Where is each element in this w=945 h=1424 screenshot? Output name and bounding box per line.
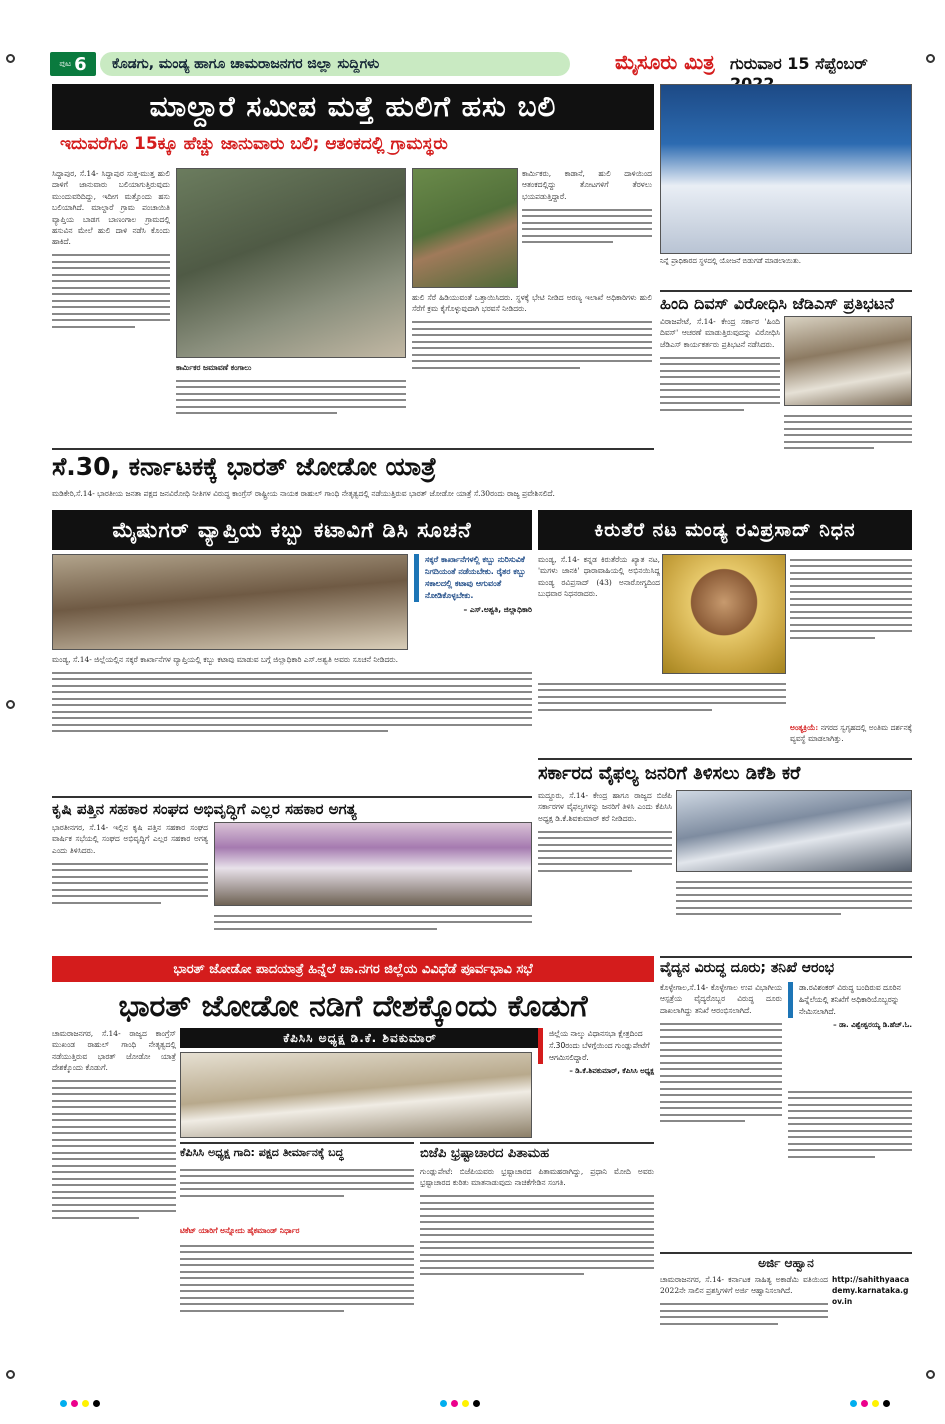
- invite-website[interactable]: http://sahithyaacademy.karnataka.gov.in: [832, 1275, 910, 1306]
- dead-cow-photo: [412, 168, 518, 288]
- jodo2-lead: [52, 1028, 176, 1368]
- mysugar-lead-text: ಮಂಡ್ಯ, ಸೆ.14- ಜಿಲ್ಲೆಯಲ್ಲಿನ ಸಕ್ಕರೆ ಕಾರ್ಖಾನೆಗಳ ವ್ಯಾಪ್ತಿಯಲ್ಲಿ ಕಬ್ಬು ಕಟಾವು ಮಾಡುವ ಬಗ್ಗೆ ಜಿಲ್ಲಾಧಿಕಾರಿ ಎಸ್.ಅಶ್ವತಿ ಅವರು ಸೂಚನೆ ನೀಡಿದರು.: [52, 655, 399, 664]
- invite-lead: [660, 1274, 828, 1368]
- story1-col3-text: ಕಾರ್ಮಿಕರು, ಕಾಡಾನೆ, ಹುಲಿ ದಾಳಿಯಿಂದ ಆತಂಕದಲ್ಲಿದ್ದು ತೋಟಗಳಿಗೆ ತೆರಳಲು ಭಯಪಡುತ್ತಿದ್ದಾರೆ.: [522, 169, 652, 201]
- actor-tribute-label: ಅಂತ್ಯಕ್ರಿಯೆ:: [790, 723, 819, 732]
- doctor-lead: [660, 982, 782, 1248]
- hindi-lead: [660, 316, 780, 480]
- invite-lead-text: ಚಾಮರಾಜನಗರ, ಸೆ.14- ಕರ್ನಾಟಕ ಸಾಹಿತ್ಯ ಅಕಾಡೆಮಿ ವತಿಯಿಂದ 2022ನೇ ಸಾಲಿನ ಪ್ರಶಸ್ತಿಗಳಿಗೆ ಅರ್ಜಿ ಆಹ್ವಾನಿಸಲಾಗಿದೆ.: [660, 1275, 828, 1296]
- book-launch-caption: ನಿನ್ನೆ ಪ್ರಾಧಿಕಾರದ ಸ್ಥಳದಲ್ಲಿ ಯೋಜನೆ ಬಿಡುಗಡೆ ಮಾಡಲಾಯಿತು.: [660, 257, 801, 265]
- actor-body: [538, 678, 786, 750]
- dks1-headline: ಸರ್ಕಾರದ ವೈಫಲ್ಯ ಜನರಿಗೆ ತಿಳಿಸಲು ಡಿಕೆಶಿ ಕರೆ: [538, 758, 912, 786]
- coop-lead-text: ಭಾರತೀನಗರ, ಸೆ.14- ಇಲ್ಲಿನ ಕೃಷಿ ಪತ್ತಿನ ಸಹಕಾರ ಸಂಘದ ವಾರ್ಷಿಕ ಸಭೆಯಲ್ಲಿ ಸಂಘದ ಅಭಿವೃದ್ಧಿಗೆ ಎಲ್ಲರ ಸಹಕಾರ ಅಗತ್ಯ ಎಂದು ತಿಳಿಸಿದರು.: [52, 823, 208, 855]
- jodo2-lead-text: ಚಾಮರಾಜನಗರ, ಸೆ.14- ರಾಜ್ಯದ ಕಾಂಗ್ರೆಸ್ ಮುಖಂಡ ರಾಹುಲ್ ಗಾಂಧಿ ನೇತೃತ್ವದಲ್ಲಿ ನಡೆಯುತ್ತಿರುವ ಭಾರತ್ ಜೋಡೋ ಯಾತ್ರೆ ದೇಶಕ್ಕೊಂದು ಕೊಡುಗೆ.: [52, 1029, 176, 1073]
- page-header: [50, 50, 912, 78]
- registration-mark: [6, 700, 15, 709]
- registration-mark: [6, 54, 15, 63]
- dks1-lead-text: ಮದ್ದೂರು, ಸೆ.14- ಕೇಂದ್ರ ಹಾಗೂ ರಾಜ್ಯದ ಬಿಜೆಪಿ ಸರ್ಕಾರಗಳ ವೈಫಲ್ಯಗಳನ್ನು ಜನರಿಗೆ ತಿಳಿಸಿ ಎಂದು ಕೆಪಿಸಿಸಿ ಅಧ್ಯಕ್ಷ ಡಿ.ಕೆ.ಶಿವಕುಮಾರ್ ಕರೆ ನೀಡಿದರು.: [538, 791, 672, 823]
- page-number: 6: [74, 53, 87, 75]
- jodo1-headline: [52, 448, 654, 484]
- jodo1-lead: ಮಡಿಕೇರಿ,ಸೆ.14- ಭಾರತೀಯ ಜನತಾ ಪಕ್ಷದ ಜನವಿರೋಧಿ ನೀತಿಗಳ ವಿರುದ್ಧ ಕಾಂಗ್ರೆಸ್ ರಾಷ್ಟ್ರೀಯ ನಾಯಕ ರಾಹುಲ್ ಗಾಂಧಿ ನೇತೃತ್ವದಲ್ಲಿ ನಡೆಯುತ್ತಿರುವ ಭಾರತ್ ಜೋಡೋ ಯಾತ್ರೆ ಸೆ.30ರಂದು ರಾಜ್ಯ ಪ್ರವೇಶಿಸಲಿದೆ.: [52, 489, 555, 498]
- jodo2-box1-red: ಟಿಕೆಟ್ ಯಾರಿಗೆ ಅನ್ನೋದು ಹೈಕಮಾಂಡ್ ನಿರ್ಧಾರ: [180, 1226, 300, 1235]
- mysugar-quote-by: – ಎಸ್.ಅಶ್ವತಿ, ಜಿಲ್ಲಾಧಿಕಾರಿ: [463, 605, 532, 614]
- actor-portrait: [662, 554, 786, 674]
- hindi-headline: ಹಿಂದಿ ದಿವಸ್ ವಿರೋಧಿಸಿ ಜೆಡಿಎಸ್ ಪ್ರತಿಭಟನೆ: [660, 290, 912, 312]
- jodo2-box2-title: ಬಿಜೆಪಿ ಭ್ರಷ್ಟಾಚಾರದ ಪಿತಾಮಹ: [420, 1142, 654, 1162]
- story1-lead: [52, 168, 170, 446]
- doctor-quote: [788, 982, 912, 1082]
- color-registration-dots: [60, 1392, 104, 1411]
- jodo2-quote: [538, 1028, 654, 1138]
- page-number-badge: [50, 52, 96, 76]
- tiger-protest-photo: [176, 168, 406, 358]
- masthead-brand: ಮೈಸೂರು ಮಿತ್ರ: [615, 50, 715, 74]
- jodo2-quote-by: – ಡಿ.ಕೆ.ಶಿವಕುಮಾರ್, ಕೆಪಿಸಿಸಿ ಅಧ್ಯಕ್ಷ: [569, 1067, 654, 1075]
- registration-mark: [6, 1370, 15, 1379]
- jodo2-subbar: ಕೆಪಿಸಿಸಿ ಅಧ್ಯಕ್ಷ ಡಿ.ಕೆ. ಶಿವಕುಮಾರ್: [180, 1028, 540, 1048]
- dks1-photo: [676, 790, 912, 872]
- doctor-col2: [788, 1086, 912, 1248]
- story1-headline: ಮಾಲ್ದಾರೆ ಸಮೀಪ ಮತ್ತೆ ಹುಲಿಗೆ ಹಸು ಬಲಿ: [52, 84, 654, 130]
- doctor-quote-by: – ಡಾ. ವಿಶ್ವೇಶ್ವರಯ್ಯ ಡಿ.ಹೆಚ್.ಓ.: [833, 1021, 912, 1029]
- jodo2-box1-body1: [180, 1164, 414, 1224]
- book-launch-photo: [660, 84, 912, 254]
- jodo2-box1-title: ಕೆಪಿಸಿಸಿ ಅಧ್ಯಕ್ಷ ಗಾದಿ: ಪಕ್ಷದ ತೀರ್ಮಾನಕ್ಕೆ ಬದ್ಧ: [180, 1142, 414, 1160]
- invite-headline: ಅರ್ಜಿ ಆಹ್ವಾನ: [660, 1252, 912, 1270]
- jodo2-headline: ಭಾರತ್ ಜೋಡೋ ನಡಿಗೆ ದೇಶಕ್ಕೊಂದು ಕೊಡುಗೆ: [118, 988, 588, 1024]
- coop-meeting-photo: [214, 822, 532, 906]
- jodo2-box1-body2: [180, 1240, 414, 1368]
- section-title: ಕೊಡಗು, ಮಂಡ್ಯ ಹಾಗೂ ಚಾಮರಾಜನಗರ ಜಿಲ್ಲಾ ಸುದ್ದಿಗಳು: [100, 52, 570, 76]
- story1-col2-text: ಹುಲಿ ಸೆರೆ ಹಿಡಿಯುವಂತೆ ಒತ್ತಾಯಿಸಿದರು. ಸ್ಥಳಕ್ಕೆ ಭೇಟಿ ನೀಡಿದ ಅರಣ್ಯ ಇಲಾಖೆ ಅಧಿಕಾರಿಗಳು ಹುಲಿ ಸೆರೆಗೆ ಕ್ರಮ ಕೈಗೊಳ್ಳುವುದಾಗಿ ಭರವಸೆ ನೀಡಿದರು.: [412, 293, 652, 314]
- jodo2-quote-text: ಜಿಲ್ಲೆಯ ನಾಲ್ಕು ವಿಧಾನಸಭಾ ಕ್ಷೇತ್ರದಿಂದ ಸೆ.30ರಂದು ಬೆಳಗ್ಗೆಯಿಂದ ಗುಂಡ್ಲುಪೇಟೆಗೆ ಆಗಮಿಸಲಿದ್ದಾರೆ.: [538, 1028, 654, 1064]
- actor-col3: [790, 554, 912, 750]
- actor-lead: ಮಂಡ್ಯ, ಸೆ.14- ಕನ್ನಡ ಕಿರುತೆರೆಯ ಖ್ಯಾತ ನಟ, 'ಮಗಳು ಜಾನಕಿ' ಧಾರಾವಾಹಿಯಲ್ಲಿ ಅಭಿನಯಿಸಿದ್ದ ಮಂಡ್ಯ ರವಿಪ್ರಸಾದ್ (43) ಅನಾರೋಗ್ಯದಿಂದ ಬುಧವಾರ ನಿಧನರಾದರು.: [538, 555, 660, 599]
- hindi-lead-text: ವಿರಾಜಪೇಟೆ, ಸೆ.14- ಕೇಂದ್ರ ಸರ್ಕಾರ 'ಹಿಂದಿ ದಿವಸ್' ಆಚರಣೆ ಮಾಡುತ್ತಿರುವುದನ್ನು ವಿರೋಧಿಸಿ ಜೆಡಿಎಸ್ ಕಾರ್ಯಕರ್ತರು ಪ್ರತಿಭಟನೆ ನಡೆಸಿದರು.: [660, 317, 780, 349]
- dc-meeting-photo: [52, 554, 408, 650]
- jodo2-photo: [180, 1052, 532, 1138]
- mysugar-body: [52, 654, 532, 792]
- story1-col2: [176, 362, 406, 446]
- jds-protest-photo: [784, 316, 912, 406]
- coop-headline: ಕೃಷಿ ಪತ್ತಿನ ಸಹಕಾರ ಸಂಘದ ಅಭಿವೃದ್ಧಿಗೆ ಎಲ್ಲರ ಸಹಕಾರ ಅಗತ್ಯ: [52, 796, 532, 818]
- jodo2-kicker: ಭಾರತ್ ಜೋಡೋ ಪಾದಯಾತ್ರೆ ಹಿನ್ನೆಲೆ ಚಾ.ನಗರ ಜಿಲ್ಲೆಯ ವಿವಿಧೆಡೆ ಪೂರ್ವಭಾವಿ ಸಭೆ: [52, 956, 654, 982]
- hindi-col2: [784, 410, 912, 480]
- jodo2-box2-lead-text: ಗುಂಡ್ಲುಪೇಟೆ: ಬಿಜೆಪಿಯವರು ಭ್ರಷ್ಟಾಚಾರದ ಪಿತಾಮಹರಾಗಿದ್ದು, ಪ್ರಧಾನಿ ಮೋದಿ ಅವರು ಭ್ರಷ್ಟಾಚಾರದ ಕುರಿತು ಮಾತನಾಡುವುದು ನಾಚಿಕೆಗೇಡಿನ ಸಂಗತಿ.: [420, 1167, 654, 1188]
- color-registration-dots: [440, 1392, 484, 1411]
- story1-col4: [522, 168, 652, 288]
- mysugar-headline: ಮೈಷುಗರ್ ವ್ಯಾಪ್ತಿಯ ಕಬ್ಬು ಕಟಾವಿಗೆ ಡಿಸಿ ಸೂಚನೆ: [52, 510, 532, 550]
- mysugar-quote: [414, 554, 532, 650]
- mysugar-quote-text: ಸಕ್ಕರೆ ಕಾರ್ಖಾನೆಗಳಲ್ಲಿ ಕಬ್ಬು ನುರಿಸುವಿಕೆ ನಿಗದಿಯಂತೆ ನಡೆಯಬೇಕು. ರೈತರ ಕಬ್ಬು ಸಕಾಲದಲ್ಲಿ ಕಟಾವು ಆಗುವಂತೆ ನೋಡಿಕೊಳ್ಳಬೇಕು.: [414, 554, 532, 602]
- coop-col2: [214, 910, 532, 950]
- page-label: ಪುಟ: [59, 59, 72, 68]
- dateline: ಗುರುವಾರ 15 ಸೆಪ್ಟೆಂಬರ್: [730, 54, 868, 73]
- color-registration-dots: [850, 1392, 894, 1411]
- body-text-lines: [52, 250, 170, 333]
- dks1-lead: [538, 790, 672, 950]
- actor-tribute: [790, 722, 912, 754]
- actor-headline: ಕಿರುತೆರೆ ನಟ ಮಂಡ್ಯ ರವಿಪ್ರಸಾದ್ ನಿಧನ: [538, 510, 912, 550]
- doctor-headline: ವೈದ್ಯನ ವಿರುದ್ಧ ದೂರು; ತನಿಖೆ ಆರಂಭ: [660, 956, 912, 978]
- jodo1-headline-text: ಸೆ.30, ಕರ್ನಾಟಕಕ್ಕೆ ಭಾರತ್ ಜೋಡೋ ಯಾತ್ರೆ: [52, 452, 437, 481]
- registration-mark: [926, 1370, 935, 1379]
- doctor-lead-text: ಕೊಳ್ಳೇಗಾಲ,ಸೆ.14- ಕೊಳ್ಳೇಗಾಲ ಉಪ ವಿಭಾಗೀಯ ಆಸ್ಪತ್ರೆಯ ವೈದ್ಯರೊಬ್ಬರ ವಿರುದ್ಧ ದೂರು ದಾಖಲಾಗಿದ್ದು ತನಿಖೆ ಆರಂಭಿಸಲಾಗಿದೆ.: [660, 983, 782, 1015]
- actor-tribute-text: ನಗರದ ಸ್ವಗೃಹದಲ್ಲಿ ಅಂತಿಮ ದರ್ಶನಕ್ಕೆ ವ್ಯವಸ್ಥೆ ಮಾಡಲಾಗಿತ್ತು.: [790, 723, 912, 744]
- jodo2-box2-body: [420, 1166, 654, 1368]
- coop-lead: [52, 822, 208, 950]
- story1-subhead: ಇದುವರೆಗೂ 15ಕ್ಕೂ ಹೆಚ್ಚು ಜಾನುವಾರು ಬಲಿ; ಆತಂಕದಲ್ಲಿ ಗ್ರಾಮಸ್ಥರು: [60, 134, 448, 154]
- registration-mark: [926, 54, 935, 63]
- photo-caption: ಕಾರ್ಮಿಕರ ಜಮಾವಣೆ ಕಂಗಾಲು: [176, 363, 252, 372]
- dks1-col2: [676, 876, 912, 950]
- story1-lead-text: ಸಿದ್ದಾಪುರ, ಸೆ.14- ಸಿದ್ದಾಪುರ ಸುತ್ತ-ಮುತ್ತ ಹುಲಿ ದಾಳಿಗೆ ಜಾನುವಾರು ಬಲಿಯಾಗುತ್ತಿರುವುದು ಮುಂದುವರಿದಿದ್ದು, ಇದೀಗ ಮತ್ತೊಂದು ಹಸು ಬಲಿಯಾಗಿದೆ. ಮಾಲ್ದಾರೆ ಗ್ರಾಮ ಪಂಚಾಯಿತಿ ವ್ಯಾಪ್ತಿಯ ಬಾಡಗ ಬಾಣಂಗಾಲ ಗ್ರಾಮದಲ್ಲಿ ಹಸುವಿನ ಮೇಲೆ ಹುಲಿ ದಾಳಿ ನಡೆಸಿ ಕೊಂದು ಹಾಕಿದೆ.: [52, 169, 170, 247]
- story1-col3: [412, 292, 652, 446]
- doctor-quote-text: ಡಾ.ರವಿಶಂಕರ್ ವಿರುದ್ಧ ಬಂದಿರುವ ದೂರಿನ ಹಿನ್ನೆಲೆಯಲ್ಲಿ ತನಿಖೆಗೆ ಅಧಿಕಾರಿಯೊಬ್ಬರನ್ನು ನೇಮಿಸಲಾಗಿದೆ.: [788, 982, 912, 1018]
